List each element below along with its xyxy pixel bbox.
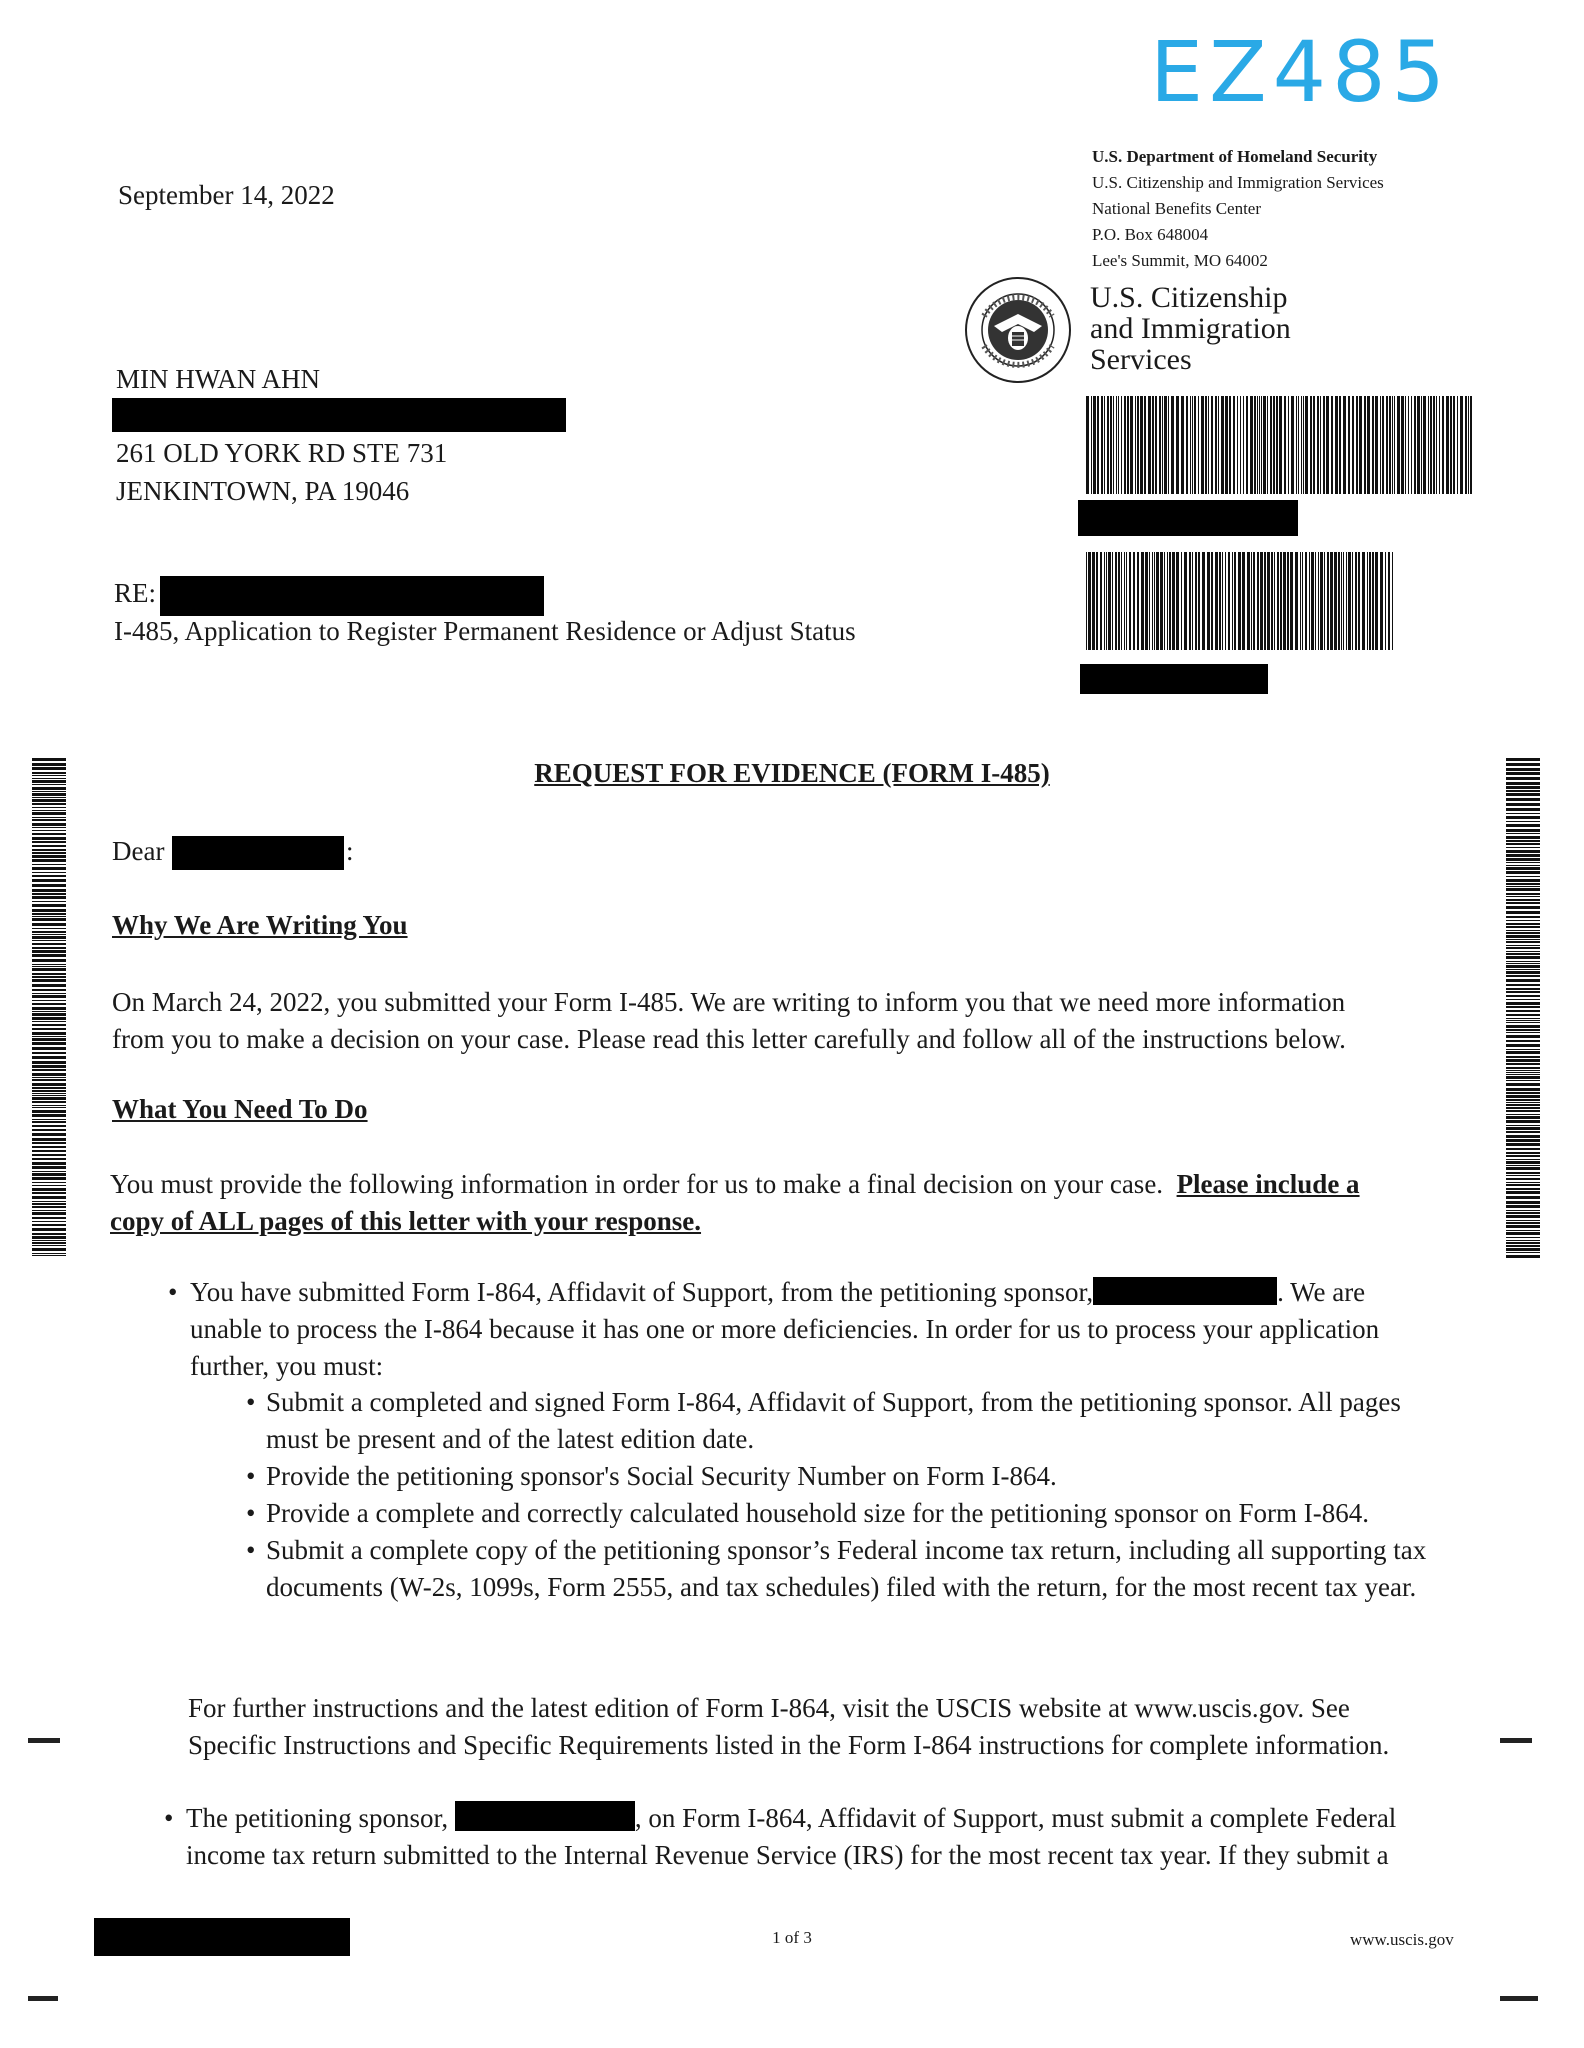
agency-line: Lee's Summit, MO 64002	[1092, 251, 1268, 270]
what-paragraph-line	[110, 1166, 1360, 1203]
bullet-icon: •	[246, 1387, 256, 1417]
what-heading: What You Need To Do	[112, 1094, 368, 1124]
why-heading: Why We Are Writing You	[112, 910, 408, 940]
agency-name-line: and Immigration	[1090, 312, 1291, 345]
list-item-text	[190, 1274, 1458, 1385]
barcode-top	[1086, 396, 1472, 494]
redaction	[1093, 1277, 1277, 1305]
side-barcode-left	[32, 758, 66, 1258]
redaction	[1080, 664, 1268, 694]
salutation	[112, 836, 164, 867]
agency-name-line: U.S. Citizenship	[1090, 281, 1288, 314]
scan-mark	[1500, 1996, 1538, 2001]
sub-list-item-text: Submit a complete copy of the petitioning sponsor’s Federal income tax return, including all supporting tax documents (W-2s, 1099s, Form 2555, and tax schedules) filed with the return, for the most recent tax year.	[266, 1535, 1427, 1602]
scan-mark	[1500, 1738, 1532, 1743]
bullet-icon: •	[246, 1461, 256, 1491]
redaction	[172, 836, 344, 870]
sub-list-item	[246, 1384, 1456, 1458]
scan-mark	[28, 1738, 60, 1743]
sub-list-item	[246, 1458, 1456, 1495]
salutation-colon: :	[346, 836, 354, 866]
address-line-1: 261 OLD YORK RD STE 731	[116, 438, 448, 468]
agency-line: U.S. Citizenship and Immigration Services	[1092, 173, 1384, 192]
re-label: RE:	[114, 578, 157, 608]
why-paragraph-line: On March 24, 2022, you submitted your Form I-485. We are writing to inform you that we need more information	[112, 987, 1346, 1017]
list-item	[168, 1274, 1458, 1385]
why-paragraph-line: from you to make a decision on your case. Please read this letter carefully and follow all of the instructions below.	[112, 1024, 1346, 1054]
agency-line: U.S. Department of Homeland Security	[1092, 147, 1378, 166]
salutation-text: Dear	[112, 836, 165, 866]
bullet-icon: •	[164, 1803, 174, 1833]
bullet-icon: •	[168, 1277, 178, 1307]
sub-list-item-text: Submit a completed and signed Form I-864, Affidavit of Support, from the petitioning sponsor. All pages must be present and of the latest edition date.	[266, 1387, 1401, 1454]
bullet-icon: •	[246, 1498, 256, 1528]
list-item-text-part: further, you must:	[190, 1351, 384, 1381]
address-line-2: JENKINTOWN, PA 19046	[116, 476, 410, 506]
dhs-seal-icon	[964, 276, 1072, 384]
side-barcode-right	[1506, 758, 1540, 1258]
re-subject: I-485, Application to Register Permanent Residence or Adjust Status	[114, 616, 856, 646]
redaction	[112, 398, 566, 432]
agency-line: P.O. Box 648004	[1092, 225, 1209, 244]
redaction	[1078, 500, 1298, 536]
recipient-name: MIN HWAN AHN	[116, 364, 320, 394]
redaction	[160, 576, 544, 616]
agency-address	[1092, 144, 1384, 274]
scan-mark	[28, 1996, 58, 2001]
list-item-text-part: , on Form I-864, Affidavit of Support, must submit a complete Federal	[634, 1803, 1397, 1833]
barcode-bottom	[1086, 552, 1394, 650]
sub-list-item	[246, 1495, 1456, 1532]
agency-name	[1090, 282, 1291, 375]
what-paragraph-emphasis: Please include a	[1176, 1169, 1360, 1199]
letter-date: September 14, 2022	[118, 180, 335, 210]
letter-title: REQUEST FOR EVIDENCE (FORM I-485)	[534, 758, 1050, 788]
further-instructions-line: Specific Instructions and Specific Requirements listed in the Form I-864 instructions for complete information.	[188, 1730, 1390, 1760]
page-number: 1 of 3	[772, 1928, 812, 1947]
brand-code: EZ485	[1150, 23, 1451, 121]
list-item-text-part: You have submitted Form I-864, Affidavit of Support, from the petitioning sponsor,	[190, 1277, 1094, 1307]
bullet-icon: •	[246, 1535, 256, 1565]
list-item-text	[186, 1800, 1464, 1874]
list-item	[164, 1800, 1464, 1874]
footer-url: www.uscis.gov	[1350, 1930, 1454, 1949]
sub-list-item-text: Provide the petitioning sponsor's Social Security Number on Form I-864.	[266, 1461, 1057, 1491]
agency-name-line: Services	[1090, 343, 1192, 376]
list-item-text-part: . We are	[1277, 1277, 1366, 1307]
list-item-text-part: unable to process the I-864 because it has one or more deficiencies. In order for us to process your application	[190, 1314, 1380, 1344]
what-paragraph-emphasis: copy of ALL pages of this letter with your response.	[110, 1206, 702, 1236]
redaction	[455, 1801, 635, 1831]
agency-line: National Benefits Center	[1092, 199, 1262, 218]
further-instructions-line: For further instructions and the latest edition of Form I-864, visit the USCIS website at www.uscis.gov. See	[188, 1693, 1350, 1723]
sub-list-item	[246, 1532, 1456, 1606]
sub-list-item-text: Provide a complete and correctly calculated household size for the petitioning sponsor on Form I-864.	[266, 1498, 1369, 1528]
list-item-text-part: income tax return submitted to the Internal Revenue Service (IRS) for the most recent tax year. If they submit a	[186, 1840, 1389, 1870]
list-item-text-part: The petitioning sponsor,	[186, 1803, 449, 1833]
what-paragraph-text: You must provide the following information in order for us to make a final decision on your case.	[110, 1169, 1164, 1199]
